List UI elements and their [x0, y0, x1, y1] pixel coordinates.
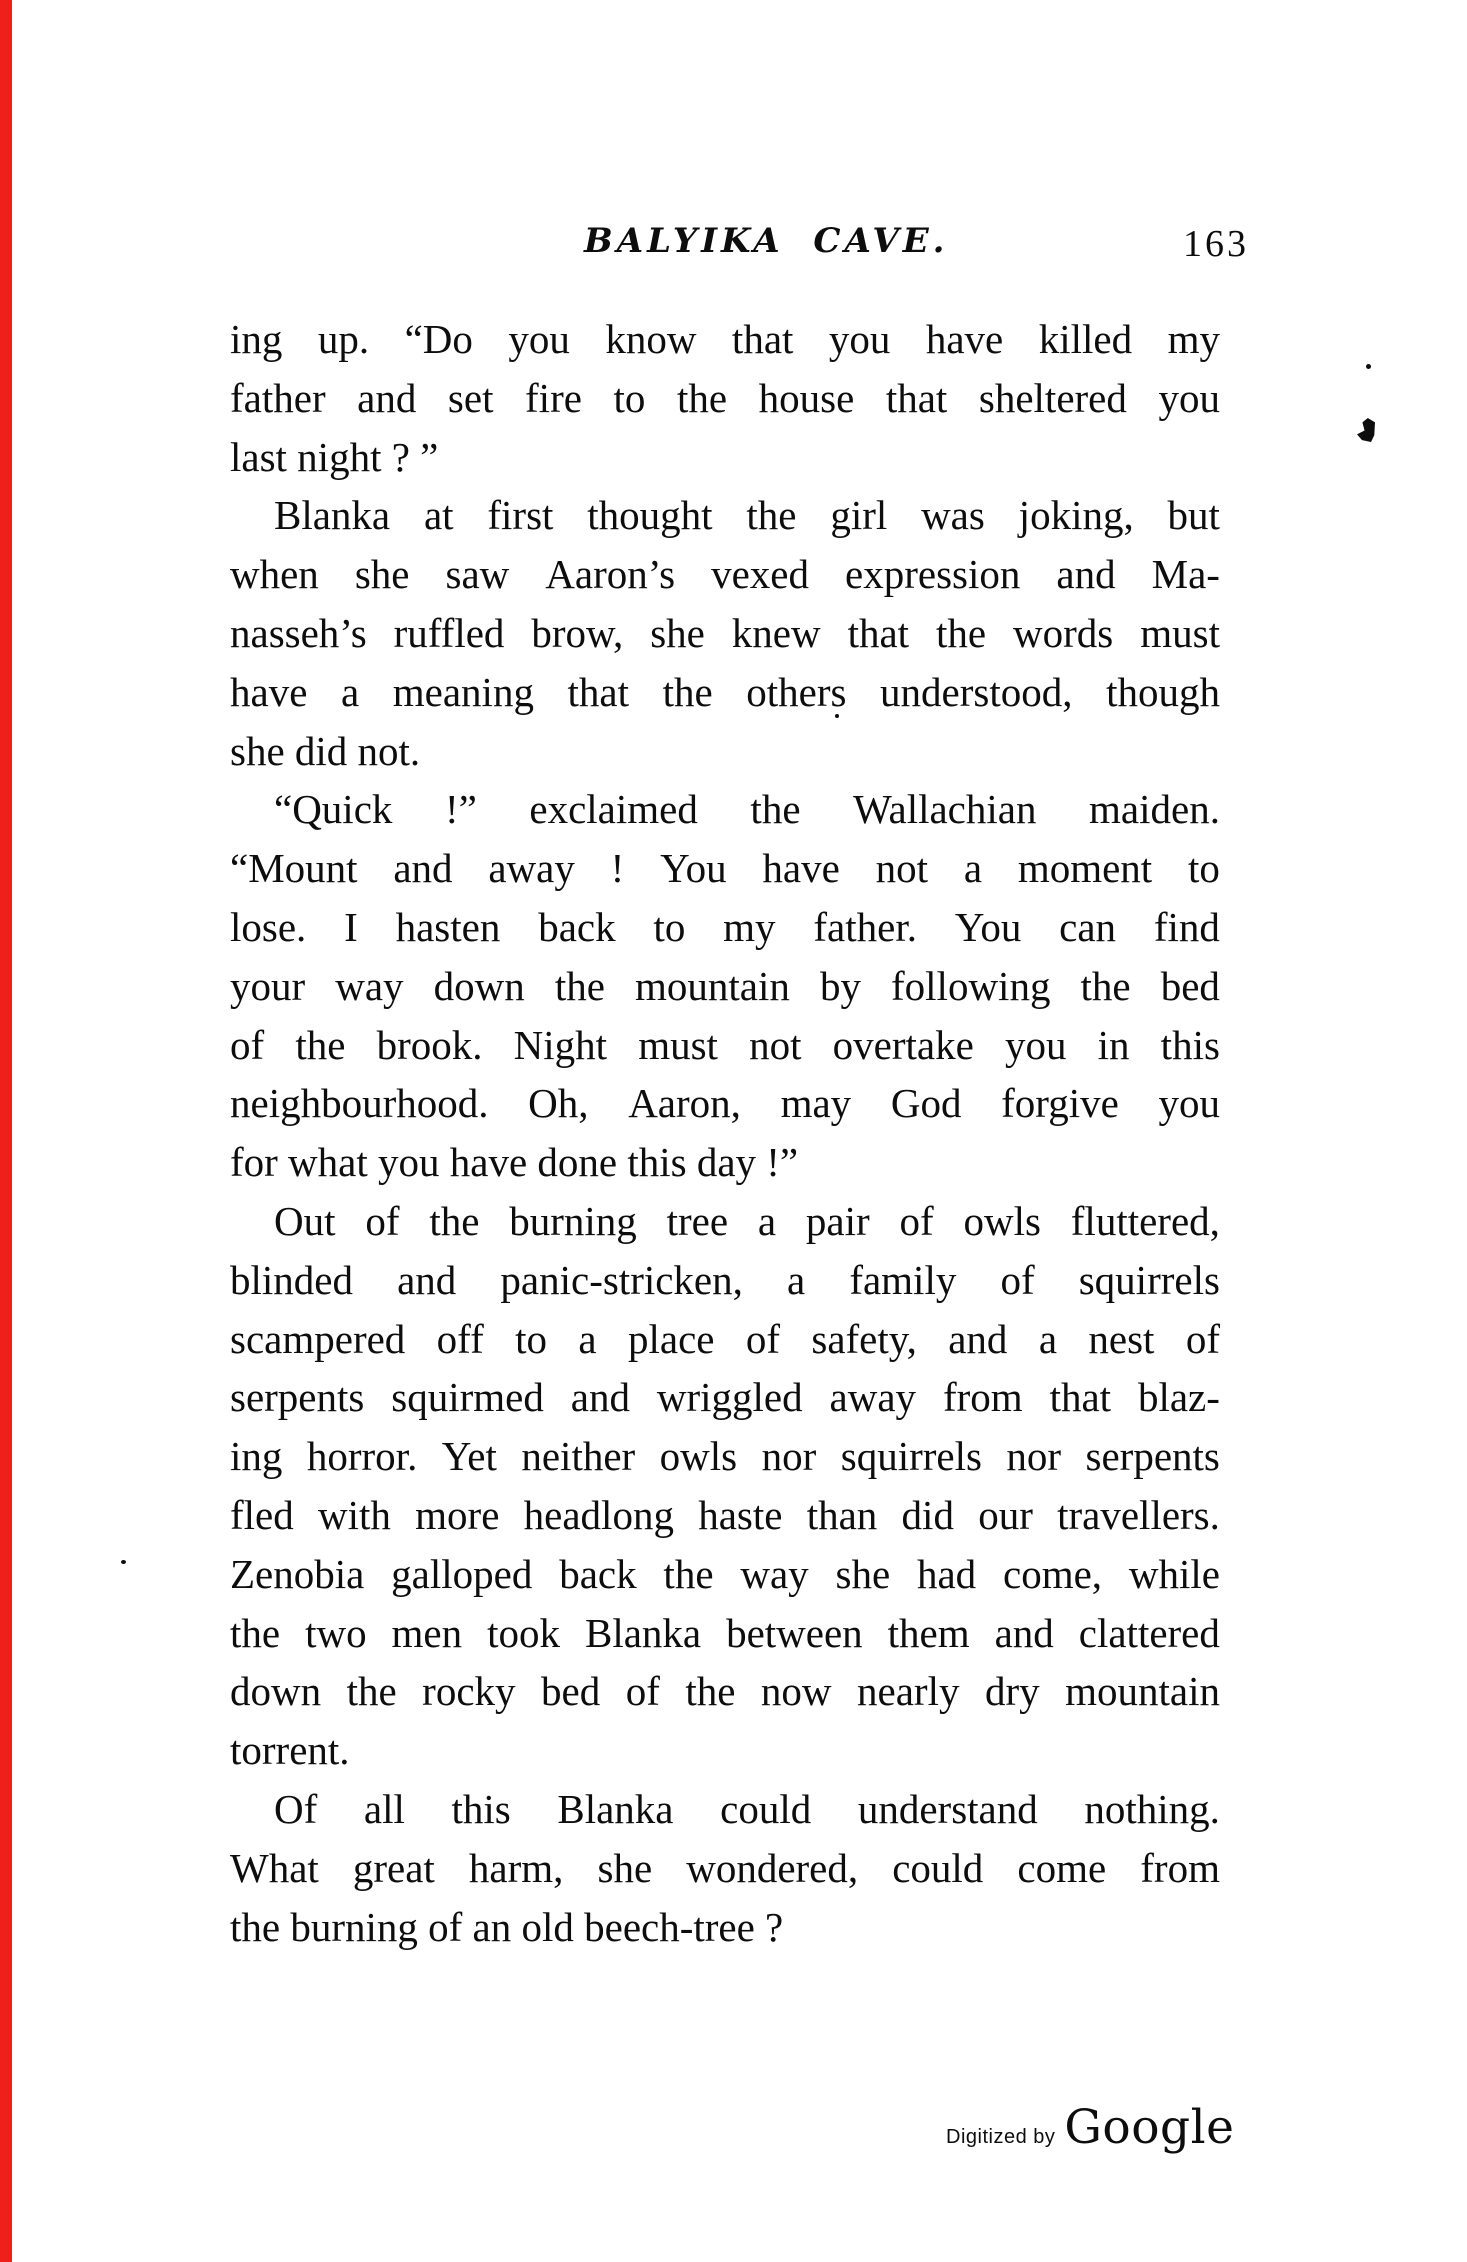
- word: haste: [698, 1491, 783, 1538]
- word: two: [305, 1609, 367, 1656]
- word: by: [819, 962, 861, 1009]
- word: but: [1167, 492, 1220, 539]
- word: thought: [587, 492, 713, 539]
- word: hasten: [395, 903, 501, 950]
- word: nor: [1006, 1433, 1062, 1480]
- word: tree: [666, 1197, 729, 1244]
- word: you: [828, 316, 891, 362]
- text-line: [230, 1545, 1220, 1604]
- word: horror.: [306, 1433, 418, 1480]
- word: can: [1059, 903, 1117, 950]
- word: to: [613, 374, 646, 421]
- text-line: [230, 1368, 1220, 1427]
- text-line: [230, 1192, 1220, 1251]
- word: down: [433, 962, 525, 1009]
- text-line: [230, 486, 1220, 545]
- word: not: [749, 1021, 802, 1068]
- word: find: [1153, 903, 1220, 950]
- word: you: [1158, 374, 1220, 421]
- text-block: [230, 310, 1220, 1956]
- word: panic-stricken,: [500, 1256, 743, 1303]
- word: serpents: [1085, 1433, 1220, 1480]
- word: expression: [845, 551, 1021, 598]
- word: forgive: [1001, 1080, 1119, 1127]
- word: the: [936, 609, 987, 656]
- digitization-mark: [946, 2100, 1234, 2155]
- word: rocky: [422, 1668, 516, 1715]
- word: away: [488, 845, 575, 892]
- ink-speck-left-margin: [121, 1560, 126, 1564]
- word: father: [230, 374, 326, 421]
- word: understood,: [880, 668, 1073, 715]
- text-line: [230, 663, 1220, 722]
- word: back: [538, 903, 616, 950]
- word: nearly: [857, 1668, 960, 1715]
- word: Night: [513, 1021, 608, 1068]
- text-line: the burning of an old beech-tree ?: [230, 1903, 784, 1950]
- word: pair: [805, 1197, 870, 1244]
- word: fluttered,: [1070, 1197, 1220, 1244]
- word: neighbourhood.: [230, 1080, 489, 1127]
- word: and: [357, 374, 417, 421]
- word: a: [340, 668, 360, 715]
- word: off: [436, 1315, 484, 1362]
- text-line: [230, 1604, 1220, 1663]
- word: mountain: [1065, 1668, 1220, 1715]
- word: when: [230, 551, 319, 598]
- running-header-title: BALYIKA CAVE.: [584, 221, 949, 261]
- word: to: [1188, 845, 1220, 892]
- scan-edge-red-strip: [0, 0, 12, 2262]
- word: !: [610, 845, 625, 892]
- word: God: [890, 1080, 962, 1127]
- word: between: [726, 1609, 863, 1656]
- word: harm,: [468, 1844, 564, 1891]
- text-line: [230, 369, 1220, 428]
- word: owls: [963, 1197, 1041, 1244]
- text-line: she did not.: [230, 727, 421, 774]
- word: she: [354, 551, 410, 598]
- word: burning: [509, 1197, 637, 1244]
- word: !”: [444, 786, 477, 833]
- text-line: [230, 898, 1220, 957]
- word: at: [423, 492, 454, 539]
- word: my: [723, 903, 776, 950]
- word: that: [847, 609, 910, 656]
- text-line: [230, 957, 1220, 1016]
- word: you: [1158, 1080, 1220, 1127]
- word: killed: [1038, 316, 1133, 362]
- text-line: [230, 545, 1220, 604]
- word: nasseh’s: [230, 609, 367, 656]
- word: a: [1038, 1315, 1058, 1362]
- word: galloped: [391, 1550, 533, 1597]
- word: your: [230, 962, 306, 1009]
- word: a: [578, 1315, 597, 1362]
- word: fled: [230, 1491, 294, 1538]
- word: maiden.: [1089, 786, 1220, 833]
- word: Blanka: [557, 1785, 674, 1832]
- word: ruffled: [393, 609, 505, 656]
- word: of: [230, 1021, 265, 1068]
- word: vexed: [711, 551, 810, 598]
- word: may: [780, 1080, 852, 1127]
- word: moment: [1017, 845, 1153, 892]
- word: girl: [830, 492, 888, 539]
- word: You: [954, 903, 1022, 950]
- text-line: [230, 1780, 1220, 1839]
- text-line: [230, 780, 1220, 839]
- word: of: [1000, 1256, 1035, 1303]
- text-line: [230, 1251, 1220, 1310]
- word: could: [892, 1844, 984, 1891]
- word: Out: [274, 1197, 336, 1244]
- word: come: [1017, 1844, 1107, 1891]
- word: she: [835, 1550, 891, 1597]
- word: to: [515, 1315, 548, 1362]
- word: dry: [984, 1668, 1040, 1715]
- word: to: [653, 903, 686, 950]
- word: the: [746, 492, 797, 539]
- word: ing: [230, 316, 283, 362]
- text-line: [230, 310, 1220, 369]
- word: was: [921, 492, 985, 539]
- word: know: [605, 316, 697, 362]
- word: have: [230, 668, 308, 715]
- word: Zenobia: [230, 1550, 365, 1597]
- digitized-by-label: Digitized by: [946, 2126, 1056, 2148]
- word: headlong: [523, 1491, 674, 1538]
- word: wriggled: [656, 1374, 803, 1421]
- word: of: [1185, 1315, 1220, 1362]
- text-line: [230, 1427, 1220, 1486]
- word: could: [720, 1785, 812, 1832]
- word: I: [344, 903, 358, 950]
- word: house: [758, 374, 855, 421]
- word: place: [627, 1315, 715, 1362]
- text-line: [230, 839, 1220, 898]
- word: others: [746, 668, 847, 715]
- word: wondered,: [686, 1844, 859, 1891]
- word: the: [685, 1668, 736, 1715]
- ink-blob-right-margin: [1357, 418, 1375, 442]
- word: lose.: [230, 903, 307, 950]
- text-line: [230, 604, 1220, 663]
- word: clattered: [1078, 1609, 1220, 1656]
- word: brow,: [531, 609, 624, 656]
- page-number: 163: [1183, 223, 1249, 265]
- word: Blanka: [274, 492, 391, 539]
- word: our: [978, 1491, 1033, 1538]
- word: and: [397, 1256, 457, 1303]
- word: in: [1097, 1021, 1130, 1068]
- word: great: [352, 1844, 435, 1891]
- word: father.: [813, 903, 917, 950]
- ink-speck-right-margin: [1366, 364, 1371, 369]
- word: and: [994, 1609, 1054, 1656]
- word: this: [451, 1785, 511, 1832]
- word: though: [1106, 668, 1220, 715]
- text-line: last night ? ”: [230, 433, 439, 480]
- word: Wallachian: [853, 786, 1037, 833]
- word: neither: [521, 1433, 636, 1480]
- word: while: [1128, 1550, 1220, 1597]
- word: first: [487, 492, 554, 539]
- word: that: [567, 668, 630, 715]
- word: back: [559, 1550, 637, 1597]
- word: You: [660, 845, 727, 892]
- word: had: [916, 1550, 977, 1597]
- word: squirrels: [1078, 1256, 1220, 1303]
- word: safety,: [811, 1315, 917, 1362]
- word: ing: [230, 1433, 283, 1480]
- word: a: [757, 1197, 777, 1244]
- text-line: [230, 1016, 1220, 1075]
- word: from: [942, 1374, 1023, 1421]
- word: she: [650, 609, 705, 656]
- word: Of: [274, 1785, 318, 1832]
- word: Aaron’s: [545, 551, 676, 598]
- word: brook.: [376, 1021, 483, 1068]
- word: have: [925, 316, 1004, 362]
- word: Ma-: [1151, 551, 1220, 598]
- word: the: [295, 1021, 346, 1068]
- word: she: [597, 1844, 653, 1891]
- word: serpents: [230, 1374, 365, 1421]
- word: the: [663, 1550, 714, 1597]
- word: a: [963, 845, 983, 892]
- word: Blanka: [584, 1609, 702, 1656]
- word: blaz-: [1137, 1374, 1220, 1421]
- word: you: [508, 316, 570, 362]
- word: and: [570, 1374, 630, 1421]
- word: down: [230, 1668, 322, 1715]
- word: of: [899, 1197, 934, 1244]
- word: way: [740, 1550, 809, 1597]
- word: the: [429, 1197, 480, 1244]
- word: you: [1004, 1021, 1067, 1068]
- word: this: [1160, 1021, 1220, 1068]
- word: and: [1056, 551, 1116, 598]
- word: the: [346, 1668, 397, 1715]
- word: that: [731, 316, 794, 362]
- word: blinded: [230, 1256, 353, 1303]
- word: What: [230, 1844, 319, 1891]
- word: Aaron,: [628, 1080, 741, 1127]
- word: Yet: [441, 1433, 497, 1480]
- word: have: [762, 845, 840, 892]
- word: my: [1167, 316, 1220, 362]
- word: that: [1049, 1374, 1112, 1421]
- word: the: [554, 962, 605, 1009]
- word: squirmed: [391, 1374, 544, 1421]
- word: scampered: [230, 1315, 406, 1362]
- word: sheltered: [978, 374, 1127, 421]
- word: a: [787, 1256, 806, 1303]
- word: up.: [317, 316, 370, 362]
- word: took: [487, 1609, 560, 1656]
- text-line: torrent.: [230, 1727, 350, 1774]
- word: bed: [541, 1668, 601, 1715]
- text-line: for what you have done this day !”: [230, 1139, 799, 1186]
- word: them: [887, 1609, 970, 1656]
- word: “Do: [404, 316, 473, 362]
- word: the: [676, 374, 728, 421]
- word: joking,: [1018, 492, 1134, 539]
- word: of: [625, 1668, 660, 1715]
- word: all: [363, 1785, 405, 1832]
- word: and: [948, 1315, 1008, 1362]
- word: saw: [445, 551, 510, 598]
- word: and: [393, 845, 453, 892]
- word: not: [875, 845, 929, 892]
- word: come,: [1003, 1550, 1103, 1597]
- word: from: [1140, 1844, 1220, 1891]
- word: “Mount: [230, 845, 358, 892]
- word: the: [230, 1609, 281, 1656]
- word: knew: [731, 609, 821, 656]
- word: following: [891, 962, 1051, 1009]
- word: must: [1140, 609, 1220, 656]
- text-line: [230, 1486, 1220, 1545]
- word: meaning: [392, 668, 534, 715]
- word: nor: [761, 1433, 817, 1480]
- word: away: [829, 1374, 917, 1421]
- text-line: [230, 1839, 1220, 1898]
- word: now: [760, 1668, 832, 1715]
- text-line: [230, 1310, 1220, 1369]
- text-line: [230, 1662, 1220, 1721]
- word: that: [885, 374, 948, 421]
- word: owls: [659, 1433, 738, 1480]
- google-logo: Google: [1064, 2100, 1235, 2155]
- word: bed: [1160, 962, 1220, 1009]
- word: squirrels: [840, 1433, 982, 1480]
- word: family: [849, 1256, 957, 1303]
- word: must: [638, 1021, 718, 1068]
- word: nothing.: [1084, 1785, 1220, 1832]
- word: exclaimed: [529, 786, 698, 833]
- word: nest: [1088, 1315, 1155, 1362]
- word: Oh,: [528, 1080, 589, 1127]
- word: the: [662, 668, 713, 715]
- word: understand: [857, 1785, 1038, 1832]
- word: overtake: [832, 1021, 974, 1068]
- word: travellers.: [1057, 1491, 1220, 1538]
- word: with: [318, 1491, 391, 1538]
- word: mountain: [634, 962, 790, 1009]
- word: than: [806, 1491, 878, 1538]
- word: of: [745, 1315, 780, 1362]
- word: words: [1013, 609, 1114, 656]
- word: of: [365, 1197, 400, 1244]
- word: way: [335, 962, 404, 1009]
- word: fire: [525, 374, 582, 421]
- word: more: [415, 1491, 500, 1538]
- word: “Quick: [274, 786, 393, 833]
- word: the: [1080, 962, 1131, 1009]
- word: did: [901, 1491, 954, 1538]
- word: set: [447, 374, 494, 421]
- word: the: [750, 786, 801, 833]
- text-line: [230, 1074, 1220, 1133]
- word: men: [391, 1609, 463, 1656]
